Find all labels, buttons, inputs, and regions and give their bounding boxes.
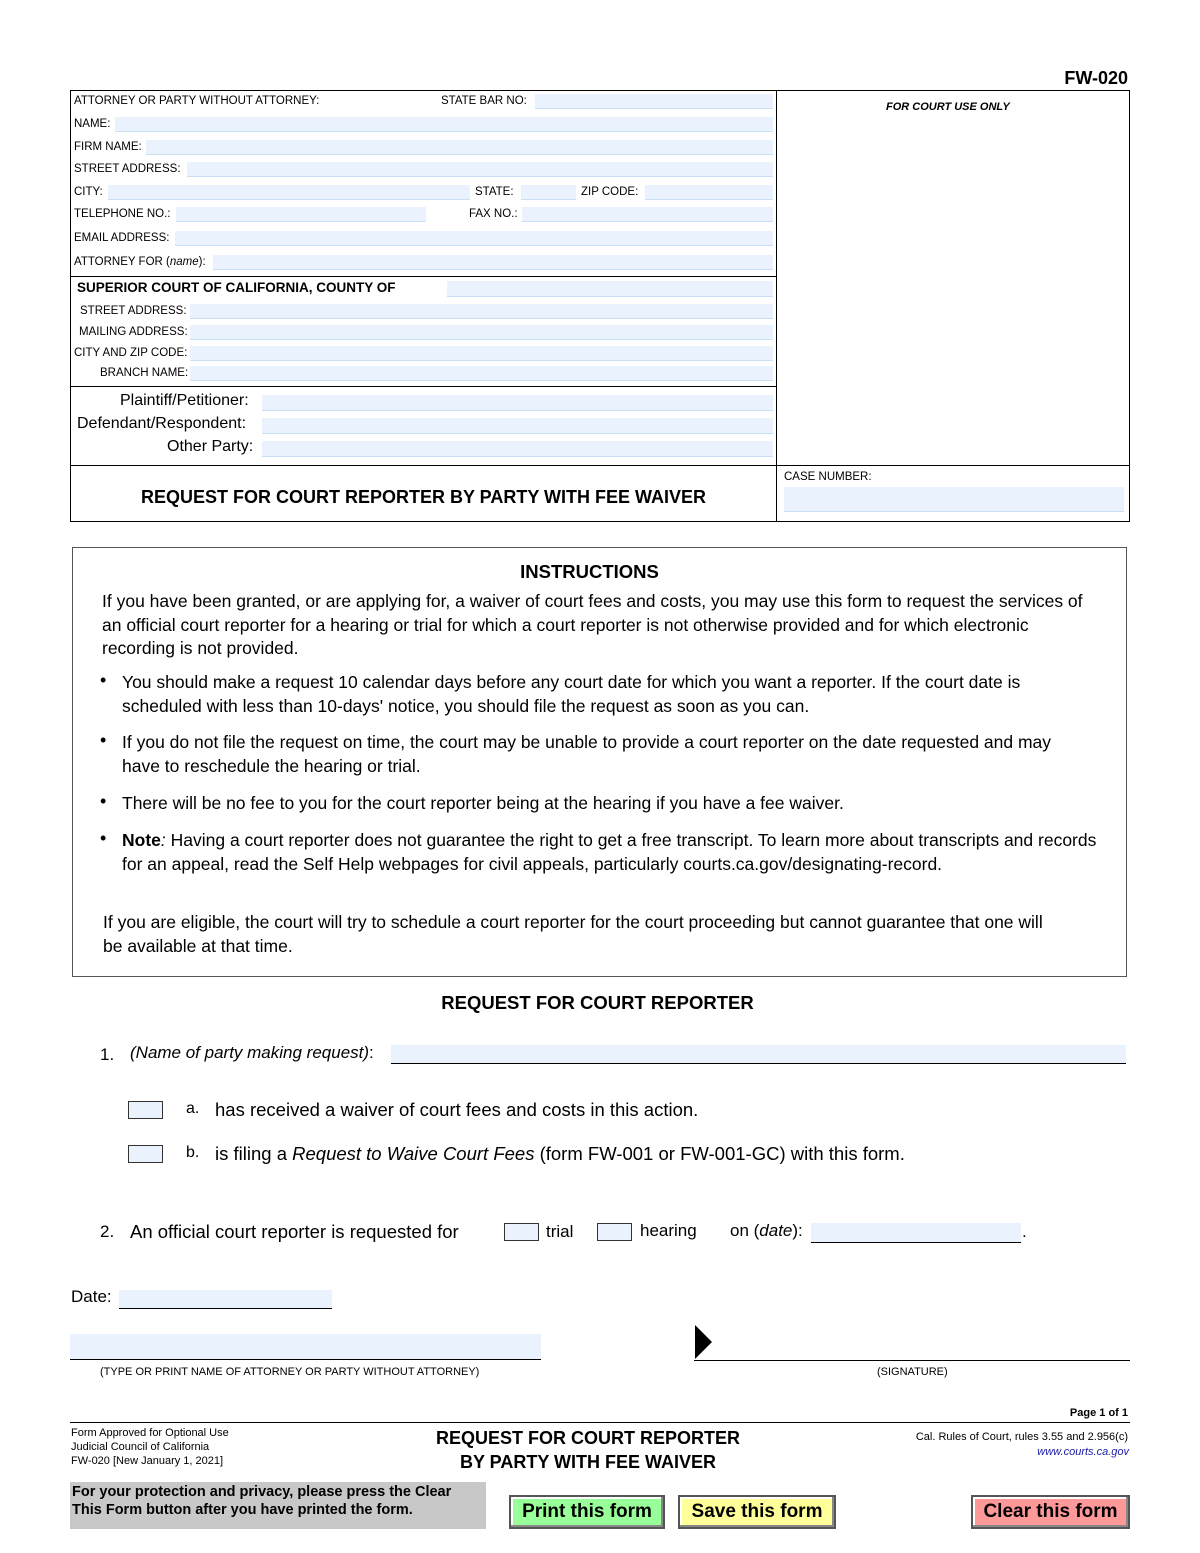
attorney-label: ATTORNEY OR PARTY WITHOUT ATTORNEY: [74,95,320,107]
defendant-label: Defendant/Respondent: [77,415,247,432]
email-field[interactable] [175,231,773,246]
state-bar-label: STATE BAR NO: [441,95,527,107]
bullet-icon: • [100,791,107,811]
email-label: EMAIL ADDRESS: [74,232,170,244]
court-mailing-field[interactable] [190,325,773,340]
fax-label: FAX NO.: [469,208,518,220]
item-2-label: An official court reporter is requested for [130,1221,459,1242]
state-bar-field[interactable] [535,94,773,109]
instruction-bullet-2: • If you do not file the request on time, the court may be unable to provide a court reporter on the date requested and may have to reschedule the hearing or trial. [100,730,1052,776]
bullet-icon: • [100,670,107,690]
title-section-top [70,465,1130,466]
checkbox-filing-fee-waiver[interactable] [128,1145,163,1163]
print-form-button[interactable]: Print this form [509,1495,665,1529]
bullet-icon: • [100,828,107,848]
court-cityzip-label: CITY AND ZIP CODE: [74,347,188,359]
case-number-field[interactable] [784,487,1124,512]
footer-title-line-1: REQUEST FOR COURT REPORTER [435,1428,740,1448]
other-party-label: Other Party: [167,438,254,455]
item-2-number: 2. [100,1222,115,1241]
caption-divider [776,90,777,522]
party-name-field[interactable] [391,1045,1126,1064]
court-street-field[interactable] [190,304,773,319]
date-label: Date: [71,1287,112,1306]
on-date-label: on (date): [730,1221,803,1240]
item-1-label: (Name of party making request): [130,1043,374,1062]
defendant-field[interactable] [262,418,773,434]
judicial-council: Judicial Council of California [71,1441,210,1453]
name-label: NAME: [74,118,111,130]
item-1a-letter: a. [186,1100,200,1117]
save-form-button[interactable]: Save this form [678,1495,836,1529]
county-field[interactable] [447,281,773,297]
telephone-field[interactable] [176,207,426,222]
bullet-icon: • [100,730,107,750]
state-label: STATE: [475,186,514,198]
court-cityzip-field[interactable] [190,346,773,361]
checkbox-trial[interactable] [504,1223,539,1241]
privacy-notice: For your protection and privacy, please press the Clear This Form button after you have printed the form. [70,1482,486,1529]
telephone-label: TELEPHONE NO.: [74,208,171,220]
date-field[interactable] [119,1290,332,1309]
parties-section-top [70,386,777,387]
checkbox-hearing[interactable] [597,1223,632,1241]
website-link[interactable]: www.courts.ca.gov [1037,1446,1129,1458]
case-number-label: CASE NUMBER: [784,471,872,483]
plaintiff-label: Plaintiff/Petitioner: [120,392,249,409]
attorney-for-field[interactable] [213,255,773,270]
instructions-intro: If you have been granted, or are applying for, a waiver of court fees and costs, you may use this form to request the services of an official court reporter for a hearing or trial for which a court reporter is not otherwise provided and for which electronic recording is not provided. [102,591,1083,658]
court-branch-label: BRANCH NAME: [100,367,189,379]
item-1a-text: has received a waiver of court fees and costs in this action. [215,1099,699,1120]
plaintiff-field[interactable] [262,395,773,411]
city-field[interactable] [108,185,470,200]
form-title: REQUEST FOR COURT REPORTER BY PARTY WITH FEE WAIVER [140,487,707,507]
checkbox-fee-waiver-received[interactable] [128,1101,163,1119]
other-party-field[interactable] [262,441,773,457]
footer-title-line-2: BY PARTY WITH FEE WAIVER [459,1452,717,1472]
court-street-label: STREET ADDRESS: [80,305,187,317]
state-field[interactable] [521,185,576,200]
printed-name-caption: (TYPE OR PRINT NAME OF ATTORNEY OR PARTY WITHOUT ATTORNEY) [100,1366,480,1378]
zip-field[interactable] [645,185,773,200]
instructions-heading: INSTRUCTIONS [520,561,659,582]
signature-caption: (SIGNATURE) [877,1366,948,1378]
hearing-date-field[interactable] [811,1223,1021,1243]
instruction-bullet-4: • Note: Having a court reporter does not guarantee the right to get a free transcript. To learn more about transcripts and records for an appeal, read the Self Help webpages for civil appeals, particularly courts.ca.gov/designating-record. [100,828,1097,874]
form-revision: FW-020 [New January 1, 2021] [71,1455,224,1467]
city-label: CITY: [74,186,103,198]
signature-arrow-icon [695,1325,712,1359]
rules-of-court: Cal. Rules of Court, rules 3.55 and 2.956(c) [915,1431,1128,1443]
instruction-bullet-1: • You should make a request 10 calendar days before any court date for which you want a reporter. If the court date is scheduled with less than 10-days' notice, you should file the request as soon as you can. [100,670,1021,716]
item-1b-text: is filing a Request to Waive Court Fees (form FW-001 or FW-001-GC) with this form. [215,1143,905,1164]
item-1-number: 1. [100,1045,115,1064]
firm-field[interactable] [146,140,773,155]
instruction-bullet-3: • There will be no fee to you for the court reporter being at the hearing if you have a fee waiver. [100,791,844,813]
signature-line [694,1360,1130,1361]
name-field[interactable] [115,117,773,132]
attorney-for-label: ATTORNEY FOR (name): [74,256,206,268]
item-2-period: . [1022,1222,1027,1241]
page-number: Page 1 of 1 [1069,1407,1128,1419]
court-branch-field[interactable] [190,366,773,381]
item-1b-letter: b. [186,1144,200,1161]
street-label: STREET ADDRESS: [74,163,181,175]
street-field[interactable] [187,162,773,177]
form-approved: Form Approved for Optional Use [71,1427,229,1439]
court-label: SUPERIOR COURT OF CALIFORNIA, COUNTY OF [77,280,396,295]
firm-label: FIRM NAME: [74,141,142,153]
court-use-label: FOR COURT USE ONLY [886,101,1010,113]
clear-form-button[interactable]: Clear this form [971,1495,1130,1529]
instructions-closing: If you are eligible, the court will try to schedule a court reporter for the court proceeding but cannot guarantee that one will be available at that time. [103,912,1043,956]
request-heading: REQUEST FOR COURT REPORTER [441,992,754,1013]
printed-name-field[interactable] [70,1334,541,1360]
footer-rule [70,1422,1130,1423]
trial-label: trial [546,1222,574,1241]
hearing-label: hearing [640,1221,697,1240]
fax-field[interactable] [522,207,773,222]
zip-label: ZIP CODE: [581,186,639,198]
court-mailing-label: MAILING ADDRESS: [79,326,188,338]
court-section-top [70,276,777,277]
form-number: FW-020 [1064,68,1128,88]
